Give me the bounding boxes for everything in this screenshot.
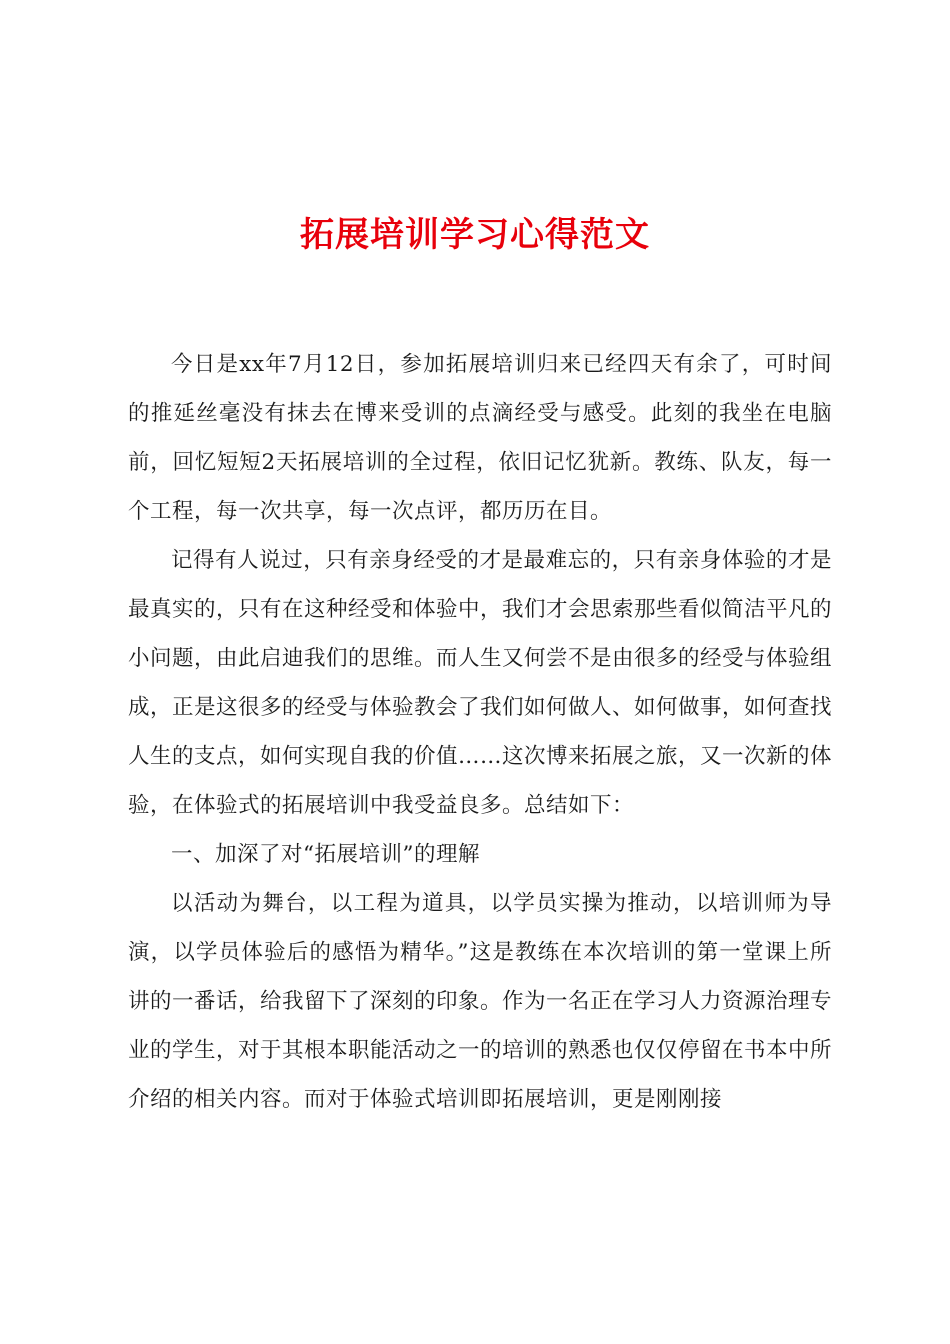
paragraph-3: 以活动为舞台，以工程为道具，以学员实操为推动，以培训师为导演，以学员体验后的感悟为精华。”这是教练在本次培训的第一堂课上所讲的一番话，给我留下了深刻的印象。作为一名正在学习人力资源治理专业的学生，对于其根本职能活动之一的培训的熟悉也仅仅停留在书本中所介绍的相关内容。而对于体验式培训即拓展培训，更是刚刚接 [128,891,833,1112]
paragraph-2: 记得有人说过，只有亲身经受的才是最难忘的，只有亲身体验的才是最真实的，只有在这种经受和体验中，我们才会思索那些看似简洁平凡的小问题，由此启迪我们的思维。而人生又何尝不是由很多的经受与体验组成，正是这很多的经受与体验教会了我们如何做人、如何做事，如何查找人生的支点，如何实现自我的价值……这次博来拓展之旅，又一次新的体验，在体验式的拓展培训中我受益良多。总结如下： [128,548,833,818]
paragraph-1: 今日是xx年7月12日，参加拓展培训归来已经四天有余了，可时间的推延丝毫没有抹去在博来受训的点滴经受与感受。此刻的我坐在电脑前，回忆短短2天拓展培训的全过程，依旧记忆犹新。教练、队友，每一个工程，每一次共享，每一次点评，都历历在目。 [128,352,832,524]
section-heading-1: 一、加深了对“拓展培训”的理解 [171,842,480,867]
document-body [128,340,832,1124]
document-title: 拓展培训学习心得范文 [300,215,650,255]
